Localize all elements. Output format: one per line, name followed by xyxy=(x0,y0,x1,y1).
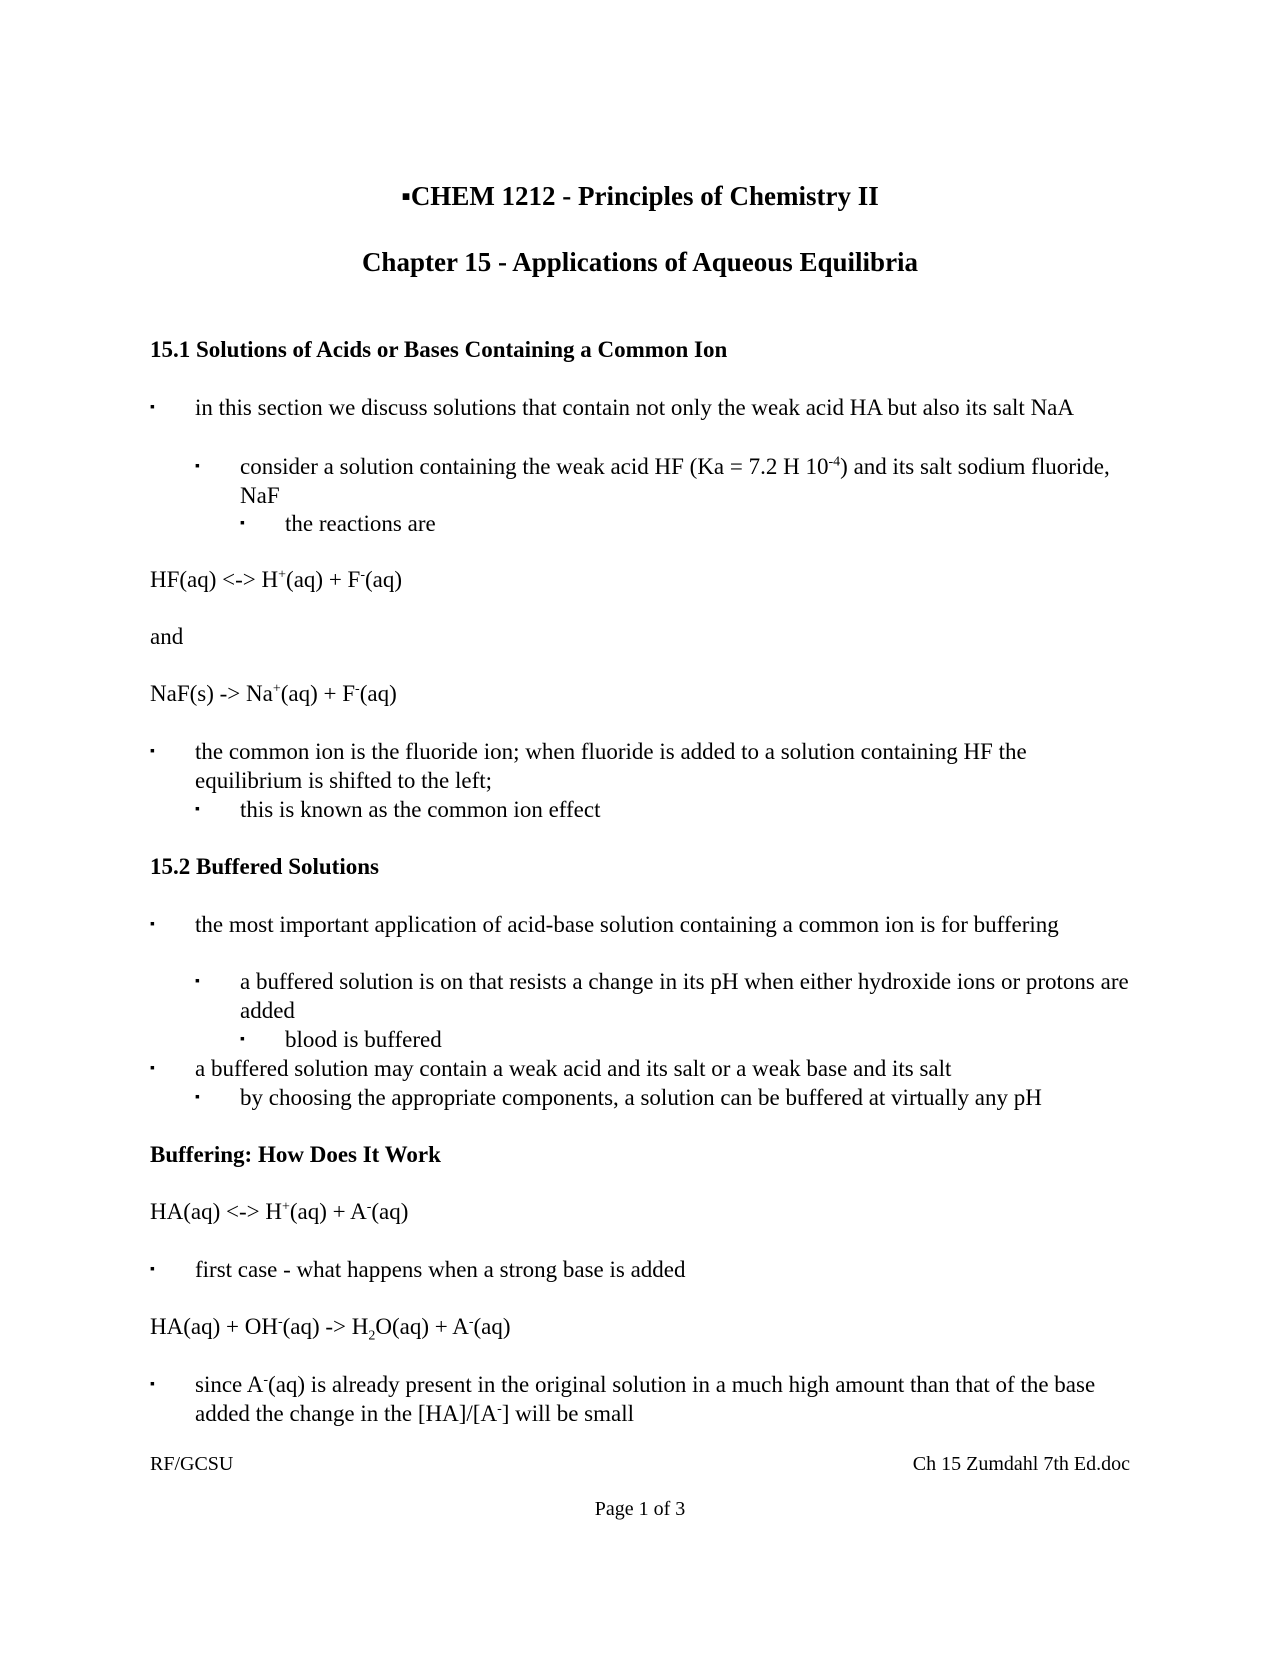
list-item-text: since A-(aq) is already present in the original solution in a much high amount than that of the base added the change in the [HA]/[A-] will be small xyxy=(195,1372,1096,1426)
list-item-text: a buffered solution is on that resists a change in its pH when either hydroxide ions or protons are added xyxy=(240,969,1129,1023)
section-heading-buffering: Buffering: How Does It Work xyxy=(150,1142,441,1167)
chapter-title: Chapter 15 - Applications of Aqueous Equilibria xyxy=(361,247,919,277)
course-title-text: CHEM 1212 - Principles of Chemistry II xyxy=(410,181,879,211)
list-item-text: first case - what happens when a strong base is added xyxy=(195,1257,686,1282)
equation-strong-base: $HA(aq) + OH^-(aq) -> H_2O(aq) + A^-(aq)$ xyxy=(150,1314,511,1344)
list-item-text: consider a solution containing the weak acid HF (Ka = 7.2 H $10^{-4}$) and its salt sodium fluoride, NaF xyxy=(240,454,1110,508)
list-item-text: in this section we discuss solutions that contain not only the weak acid HA but also its salt NaA xyxy=(195,395,1074,420)
list-item-text: this is known as the common ion effect xyxy=(240,797,601,822)
footer-left: RF/GCSU xyxy=(150,1453,234,1475)
footer-right: Ch 15 Zumdahl 7th Ed.doc xyxy=(912,1453,1130,1475)
bullet-icon: ▪ xyxy=(240,516,245,531)
equation-hf: HF(aq) <-> H+(aq) + F-(aq) xyxy=(150,567,403,592)
bullet-icon: ▪ xyxy=(150,917,155,932)
equation-naf: NaF(s) -> Na+(aq) + F-(aq) xyxy=(150,681,397,706)
bullet-icon: ▪ xyxy=(150,1377,155,1392)
bullet-icon: ▪ xyxy=(195,974,200,989)
connector-text: and xyxy=(150,624,184,649)
bullet-icon: ▪ xyxy=(150,1061,155,1076)
course-title xyxy=(0,180,1280,212)
bullet-icon: ▪ xyxy=(195,459,200,474)
equation-ha: HA(aq) <-> H+(aq) + A-(aq) xyxy=(150,1199,409,1224)
bullet-icon: ▪ xyxy=(195,802,200,817)
bullet-icon: ▪ xyxy=(150,1262,155,1277)
list-item-text: by choosing the appropriate components, a solution can be buffered at virtually any pH xyxy=(240,1085,1042,1110)
list-item-text: the reactions are xyxy=(285,511,436,536)
bullet-icon: ▪ xyxy=(240,1032,245,1047)
list-item-text: the most important application of acid-base solution containing a common ion is for buffering xyxy=(195,912,1059,937)
bullet-icon: ▪ xyxy=(150,744,155,759)
list-item-text: the common ion is the fluoride ion; when fluoride is added to a solution containing HF the equilibrium is shifted to the left; xyxy=(195,739,1027,793)
bullet-icon: ▪ xyxy=(150,400,155,415)
section-heading-15-2: 15.2 Buffered Solutions xyxy=(150,854,379,879)
section-heading-15-1: 15.1 Solutions of Acids or Bases Containing a Common Ion xyxy=(150,337,728,362)
bullet-icon: ▪ xyxy=(195,1090,200,1105)
list-item-text: a buffered solution may contain a weak acid and its salt or a weak base and its salt xyxy=(195,1056,952,1081)
page-number: Page 1 of 3 xyxy=(594,1498,686,1520)
title-bullet: ▪ xyxy=(401,181,411,211)
list-item-text: blood is buffered xyxy=(285,1027,442,1052)
